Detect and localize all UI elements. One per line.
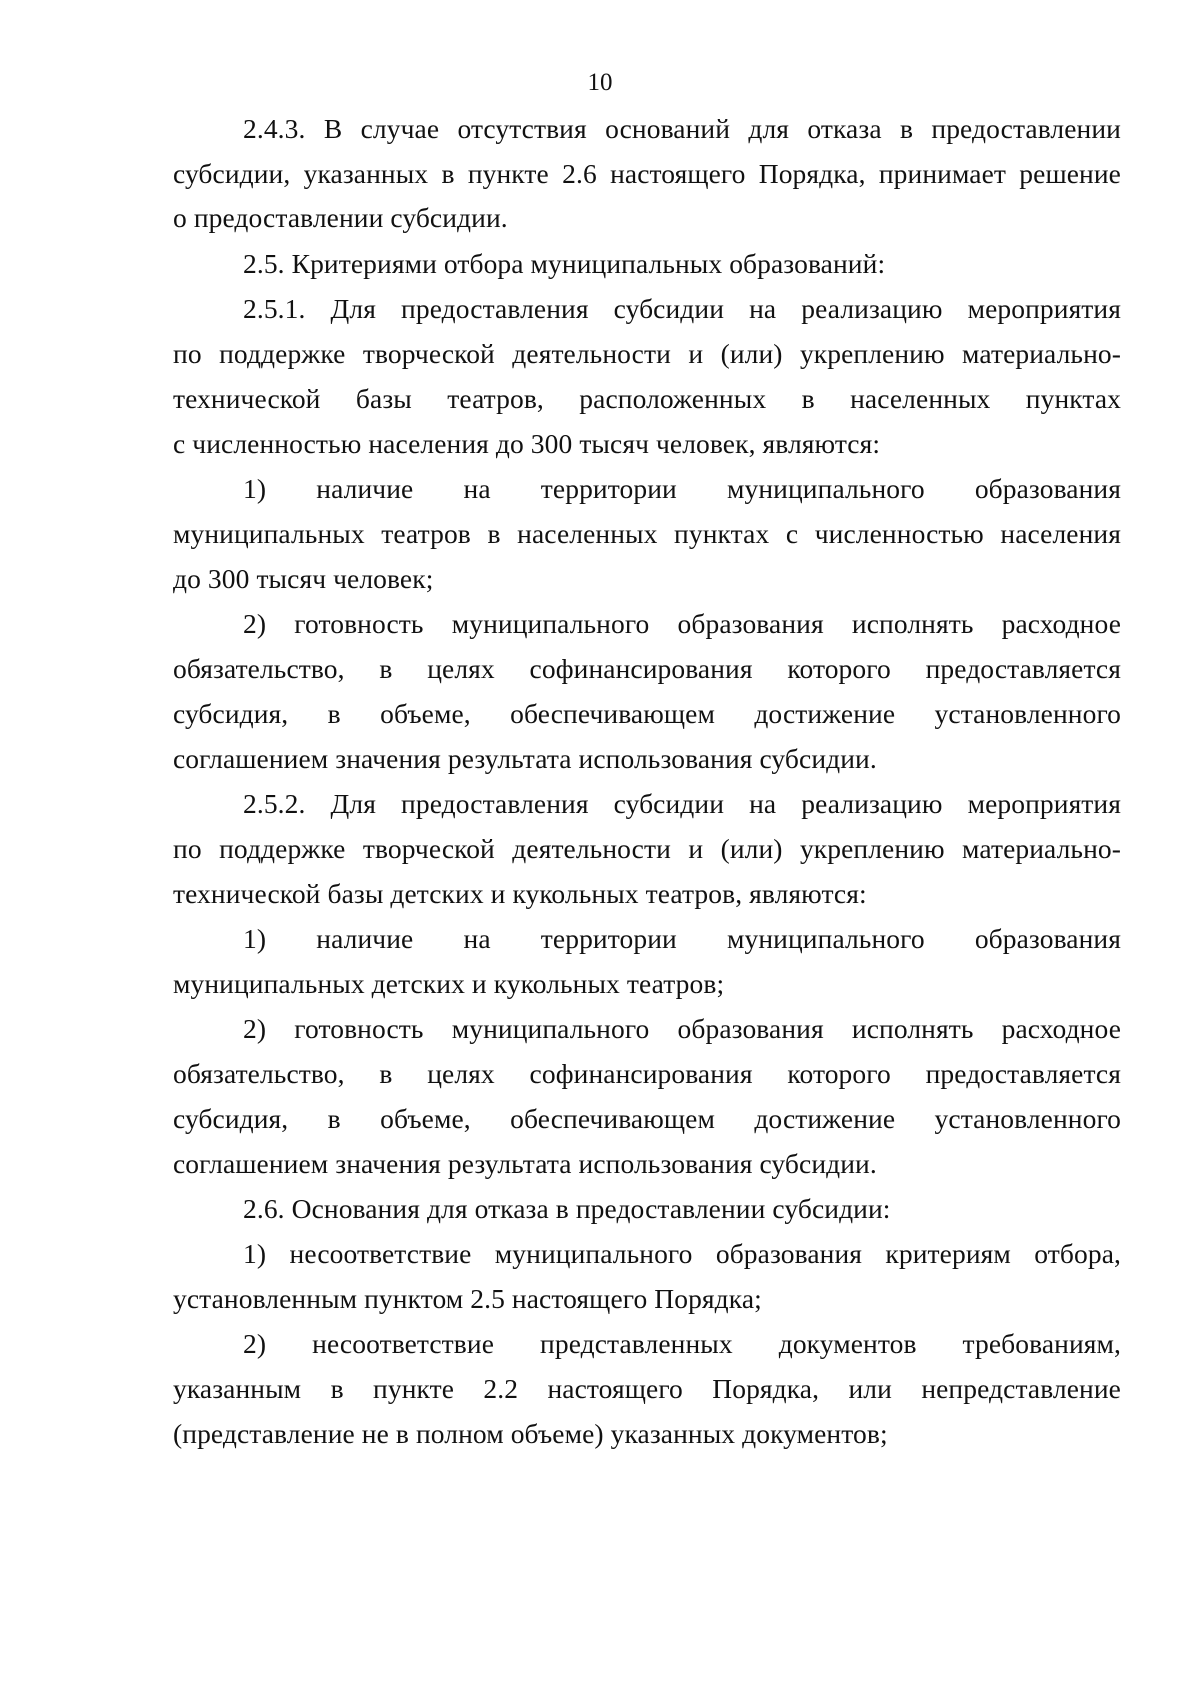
text-line: обязательство, в целях софинансирования которого предоставляется [173, 1058, 1121, 1089]
text-line: (представление не в полном объеме) указанных документов; [173, 1418, 888, 1449]
text-line: 2) готовность муниципального образования исполнять расходное [243, 1013, 1121, 1044]
text-line: субсидия, в объеме, обеспечивающем достижение установленного [173, 698, 1121, 729]
text-line: до 300 тысяч человек; [173, 563, 434, 594]
text-line: 2) готовность муниципального образования исполнять расходное [243, 608, 1121, 639]
text-line: 2) несоответствие представленных документов требованиям, [243, 1328, 1121, 1359]
text-line: муниципальных детских и кукольных театров; [173, 968, 725, 999]
text-line: муниципальных театров в населенных пунктах с численностью населения [173, 518, 1121, 549]
text-line: технической базы детских и кукольных театров, являются: [173, 878, 867, 909]
text-line: указанным в пункте 2.2 настоящего Порядка, или непредставление [173, 1373, 1121, 1404]
text-line: 2.6. Основания для отказа в предоставлении субсидии: [243, 1193, 891, 1224]
page-number: 10 [587, 69, 613, 96]
text-line: по поддержке творческой деятельности и (или) укреплению материально- [173, 338, 1121, 369]
text-line: с численностью населения до 300 тысяч человек, являются: [173, 428, 881, 459]
text-line: 1) наличие на территории муниципального образования [243, 923, 1121, 954]
text-line: обязательство, в целях софинансирования которого предоставляется [173, 653, 1121, 684]
text-line: 2.5.2. Для предоставления субсидии на реализацию мероприятия [243, 788, 1121, 819]
text-line: соглашением значения результата использования субсидии. [173, 743, 877, 774]
text-line: по поддержке творческой деятельности и (или) укреплению материально- [173, 833, 1121, 864]
text-line: 2.5. Критериями отбора муниципальных образований: [243, 248, 886, 279]
text-line: 1) наличие на территории муниципального образования [243, 473, 1121, 504]
text-line: субсидии, указанных в пункте 2.6 настоящего Порядка, принимает решение [173, 158, 1121, 189]
text-line: 2.4.3. В случае отсутствия оснований для отказа в предоставлении [243, 113, 1121, 144]
text-line: установленным пунктом 2.5 настоящего Порядка; [173, 1283, 762, 1314]
text-line: 2.5.1. Для предоставления субсидии на реализацию мероприятия [243, 293, 1121, 324]
text-line: технической базы театров, расположенных в населенных пунктах [173, 383, 1121, 414]
text-line: о предоставлении субсидии. [173, 202, 508, 233]
text-line: субсидия, в объеме, обеспечивающем достижение установленного [173, 1103, 1121, 1134]
text-line: 1) несоответствие муниципального образования критериям отбора, [243, 1238, 1121, 1269]
text-line: соглашением значения результата использования субсидии. [173, 1148, 877, 1179]
